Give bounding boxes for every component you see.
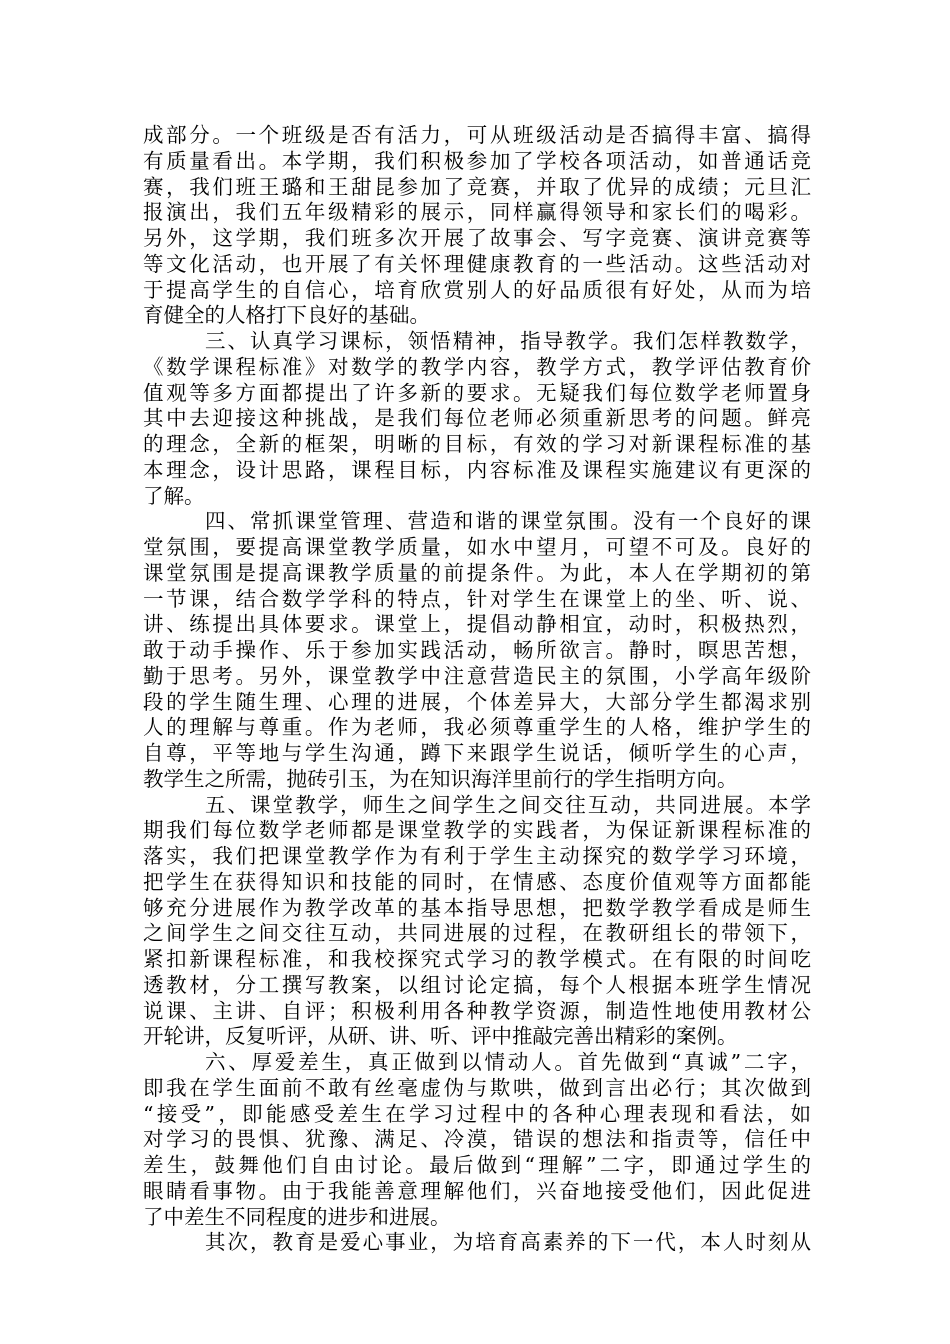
text-line: 把学生在获得知识和技能的同时，在情感、态度价值观等方面都能 — [143, 869, 811, 894]
text-line: 值观等多方面都提出了许多新的要求。无疑我们每位数学老师置身 — [143, 380, 811, 405]
document-page — [143, 123, 811, 1256]
text-line: 成部分。一个班级是否有活力，可从班级活动是否搞得丰富、搞得 — [143, 123, 811, 147]
text-line: 讲、练提出具体要求。课堂上，提倡动静相宜，动时，积极热烈， — [143, 612, 811, 637]
text-line: 差生，鼓舞他们自由讨论。最后做到“理解”二字，即通过学生的 — [143, 1153, 811, 1177]
text-line: 人的理解与尊重。作为老师，我必须尊重学生的人格，维护学生的 — [143, 715, 811, 740]
text-line: 一节课，结合数学学科的特点，针对学生在课堂上的坐、听、说、 — [143, 586, 811, 611]
text-line: 开轮讲，反复听评，从研、讲、听、评中推敲完善出精彩的案例。 — [143, 1024, 738, 1049]
text-line: 有质量看出。本学期，我们积极参加了学校各项活动，如普通话竞 — [143, 148, 811, 173]
text-line: 本理念，设计思路，课程目标，内容标准及课程实施建议有更深的 — [143, 457, 811, 482]
text-line: 敢于动手操作、乐于参加实践活动，畅所欲言。静时，暝思苦想， — [143, 638, 811, 662]
text-line: 之间学生之间交往互动，共同进展的过程，在教研组长的带领下， — [143, 921, 811, 946]
text-line: 教学生之所需，抛砖引玉，为在知识海洋里前行的学生指明方向。 — [143, 766, 738, 791]
text-line: 了解。 — [143, 483, 205, 508]
text-line: 紧扣新课程标准，和我校探究式学习的教学模式。在有限的时间吃 — [143, 947, 811, 971]
text-line: 的理念，全新的框架，明晰的目标，有效的学习对新课程标准的基 — [143, 432, 811, 456]
text-line: 说课、主讲、自评；积极利用各种教学资源，制造性地使用教材公 — [143, 998, 811, 1023]
text-line: 课堂氛围是提高课教学质量的前提条件。为此，本人在学期初的第 — [143, 560, 811, 585]
text-line: 对学习的畏惧、犹豫、满足、冷漠，错误的想法和指责等，信任中 — [143, 1127, 811, 1152]
text-line: 眼睛看事物。由于我能善意理解他们，兴奋地接受他们，因此促进 — [143, 1178, 811, 1203]
text-line: 段的学生随生理、心理的进展，个体差异大，大部分学生都渴求别 — [143, 689, 811, 714]
text-line: 即我在学生面前不敢有丝毫虚伪与欺哄，做到言出必行；其次做到 — [143, 1075, 811, 1100]
text-line: 了中差生不同程度的进步和进展。 — [143, 1204, 451, 1229]
text-line: 堂氛围，要提高课堂教学质量，如水中望月，可望不可及。良好的 — [143, 535, 811, 559]
text-line: 五、课堂教学，师生之间学生之间交往互动，共同进展。本学 — [205, 792, 811, 817]
text-line: 落实，我们把课堂教学作为有利于学生主动探究的数学学习环境， — [143, 844, 811, 868]
text-line: 够充分进展作为教学改革的基本指导思想，把数学教学看成是师生 — [143, 895, 811, 920]
text-line: 等文化活动，也开展了有关怀理健康教育的一些活动。这些活动对 — [143, 251, 811, 276]
text-line: 自尊，平等地与学生沟通，蹲下来跟学生说话，倾听学生的心声， — [143, 741, 811, 765]
text-line: 于提高学生的自信心，培育欣赏别人的好品质很有好处，从而为培 — [143, 277, 811, 302]
text-line: 三、认真学习课标，领悟精神，指导教学。我们怎样教数学， — [205, 329, 811, 353]
text-line: 其中去迎接这种挑战，是我们每位老师必须重新思考的问题。鲜亮 — [143, 406, 811, 431]
text-line: 其次，教育是爱心事业，为培育高素养的下一代，本人时刻从 — [205, 1230, 811, 1255]
text-line: 《数学课程标准》对数学的教学内容，教学方式，教学评估教育价 — [143, 354, 811, 379]
text-line: 勤于思考。另外，课堂教学中注意营造民主的氛围，小学高年级阶 — [143, 663, 811, 688]
text-line: 育健全的人格打下良好的基础。 — [143, 303, 430, 328]
text-line: “接受”，即能感受差生在学习过程中的各种心理表现和看法，如 — [143, 1101, 811, 1126]
text-line: 报演出，我们五年级精彩的展示，同样赢得领导和家长们的喝彩。 — [143, 200, 811, 225]
text-line: 另外，这学期，我们班多次开展了故事会、写字竞赛、演讲竞赛等 — [143, 226, 811, 250]
text-line: 赛，我们班王璐和王甜昆参加了竞赛，并取了优异的成绩；元旦汇 — [143, 174, 811, 199]
text-line: 四、常抓课堂管理、营造和谐的课堂氛围。没有一个良好的课 — [205, 509, 811, 534]
text-line: 六、厚爱差生，真正做到以情动人。首先做到“真诚”二字， — [205, 1050, 811, 1074]
text-line: 透教材，分工撰写教案，以组讨论定搞，每个人根据本班学生情况 — [143, 972, 811, 997]
text-line: 期我们每位数学老师都是课堂教学的实践者，为保证新课程标准的 — [143, 818, 811, 843]
